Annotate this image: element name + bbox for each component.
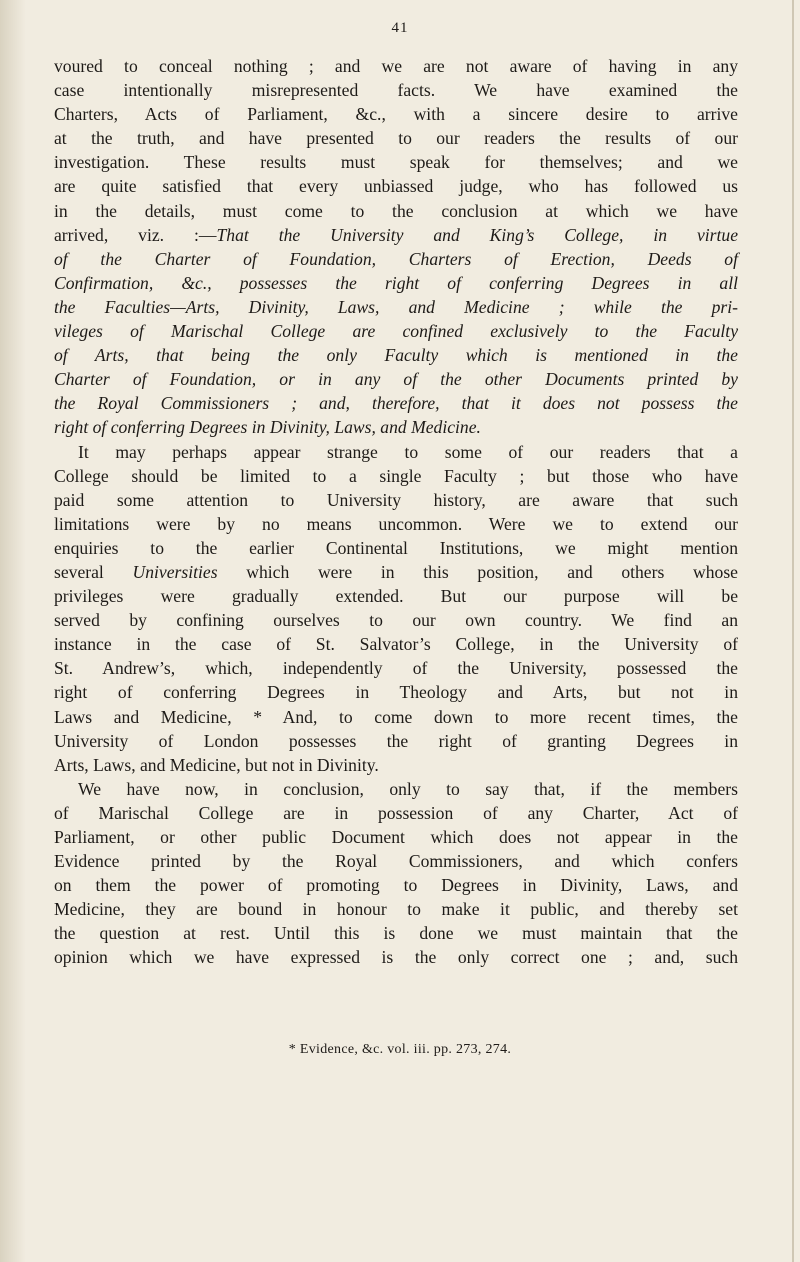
text-run: Parliament, or other public Document which does not appear in the xyxy=(54,827,738,847)
text-line xyxy=(54,295,738,319)
italic-text: Charter of Foundation, or in any of the other Documents printed by xyxy=(54,369,738,390)
italic-text: the Faculties—Arts, Divinity, Laws, and Medicine ; while the pri- xyxy=(54,296,738,317)
page-shadow xyxy=(0,0,26,1262)
text-line xyxy=(54,729,738,753)
text-line xyxy=(54,945,738,969)
text-line xyxy=(54,825,738,849)
text-run: of Marischal College are in possession of any Charter, Act of xyxy=(54,802,738,823)
italic-text: Confirmation, &c., possesses the right of conferring Degrees in all xyxy=(54,272,738,293)
text-line xyxy=(54,464,738,488)
text-line xyxy=(54,440,738,464)
text-run: arrived, viz. :— xyxy=(54,224,217,245)
text-run: It may perhaps appear strange to some of our readers that a xyxy=(78,441,738,462)
text-line xyxy=(54,415,738,439)
italic-text: of the Charter of Foundation, Charters of Erection, Deeds of xyxy=(54,248,738,269)
text-run: limitations were by no means uncommon. Were we to extend our xyxy=(54,513,738,534)
text-line xyxy=(54,512,738,536)
italic-text: the Royal Commissioners ; and, therefore, that it does not possess the xyxy=(54,393,738,414)
text-run: are quite satisfied that every unbiassed judge, who has followed us xyxy=(54,176,738,197)
text-line xyxy=(54,223,738,247)
text-line xyxy=(54,921,738,945)
page-edge xyxy=(792,0,794,1262)
text-line xyxy=(54,488,738,512)
text-line xyxy=(54,391,738,415)
text-run: Medicine, they are bound in honour to make it public, and thereby set xyxy=(54,899,738,920)
text-run: voured to conceal nothing ; and we are not aware of having in any xyxy=(54,56,738,76)
text-line xyxy=(54,632,738,656)
text-line xyxy=(54,150,738,174)
text-run: College should be limited to a single Faculty ; but those who have xyxy=(54,465,738,486)
text-line xyxy=(54,319,738,343)
text-run: which were in this position, and others whose xyxy=(217,561,738,582)
text-run: in the details, must come to the conclusion at which we have xyxy=(54,200,738,221)
text-line xyxy=(54,608,738,632)
text-run: paid some attention to University history, are aware that such xyxy=(54,489,738,510)
text-line xyxy=(54,560,738,584)
text-line xyxy=(54,705,738,729)
text-line xyxy=(54,897,738,921)
text-line xyxy=(54,102,738,126)
text-line xyxy=(54,849,738,873)
text-run: Evidence printed by the Royal Commissioners, and which confers xyxy=(54,851,738,872)
text-run: Arts, Laws, and Medicine, but not in Divinity. xyxy=(54,754,379,775)
italic-text: vileges of Marischal College are confined exclusively to the Faculty xyxy=(54,321,738,342)
footnote: * Evidence, &c. vol. iii. pp. 273, 274. xyxy=(288,1042,512,1057)
text-line xyxy=(54,777,738,801)
text-run: privileges were gradually extended. But our purpose will be xyxy=(54,586,738,607)
text-run: instance in the case of St. Salvator’s College, in the University of xyxy=(54,634,738,655)
text-line xyxy=(54,801,738,825)
text-run: at the truth, and have presented to our readers the results of our xyxy=(54,128,738,149)
text-line xyxy=(54,343,738,367)
text-line xyxy=(54,873,738,897)
body-text xyxy=(54,54,738,970)
text-line xyxy=(54,536,738,560)
text-line xyxy=(54,78,738,102)
italic-text: That the University and King’s College, in virtue xyxy=(216,224,739,245)
text-run: Charters, Acts of Parliament, &c., with a sincere desire to arrive xyxy=(54,104,738,125)
text-line xyxy=(54,656,738,680)
text-line xyxy=(54,584,738,608)
text-line xyxy=(54,54,738,78)
text-line xyxy=(54,753,738,777)
text-line xyxy=(54,126,738,150)
text-run: served by confining ourselves to our own country. We find an xyxy=(54,610,738,631)
text-line xyxy=(54,271,738,295)
page-number: 41 xyxy=(391,20,409,36)
text-run: opinion which we have expressed is the only correct one ; and, such xyxy=(54,947,738,968)
text-line xyxy=(54,247,738,271)
italic-text: Universities xyxy=(132,561,218,582)
italic-text: of Arts, that being the only Faculty which is mentioned in the xyxy=(54,345,738,366)
text-run: several xyxy=(54,561,133,582)
text-line xyxy=(54,199,738,223)
text-run: Laws and Medicine, * And, to come down to more recent times, the xyxy=(54,706,738,727)
text-run: on them the power of promoting to Degrees in Divinity, Laws, and xyxy=(54,875,738,896)
text-run: case intentionally misrepresented facts. We have examined the xyxy=(54,80,738,101)
text-line xyxy=(54,174,738,198)
text-run: We have now, in conclusion, only to say that, if the members xyxy=(78,778,738,799)
text-run: enquiries to the earlier Continental Institutions, we might mention xyxy=(54,537,738,558)
text-line xyxy=(54,680,738,704)
text-run: right of conferring Degrees in Theology and Arts, but not in xyxy=(54,682,738,703)
text-run: the question at rest. Until this is done we must maintain that the xyxy=(54,923,738,944)
text-run: investigation. These results must speak for themselves; and we xyxy=(54,152,738,173)
text-run: University of London possesses the right of granting Degrees in xyxy=(54,730,738,751)
text-line xyxy=(54,367,738,391)
text-run: St. Andrew’s, which, independently of the University, possessed the xyxy=(54,658,738,679)
italic-text: right of conferring Degrees in Divinity, Laws, and Medicine. xyxy=(54,417,481,438)
